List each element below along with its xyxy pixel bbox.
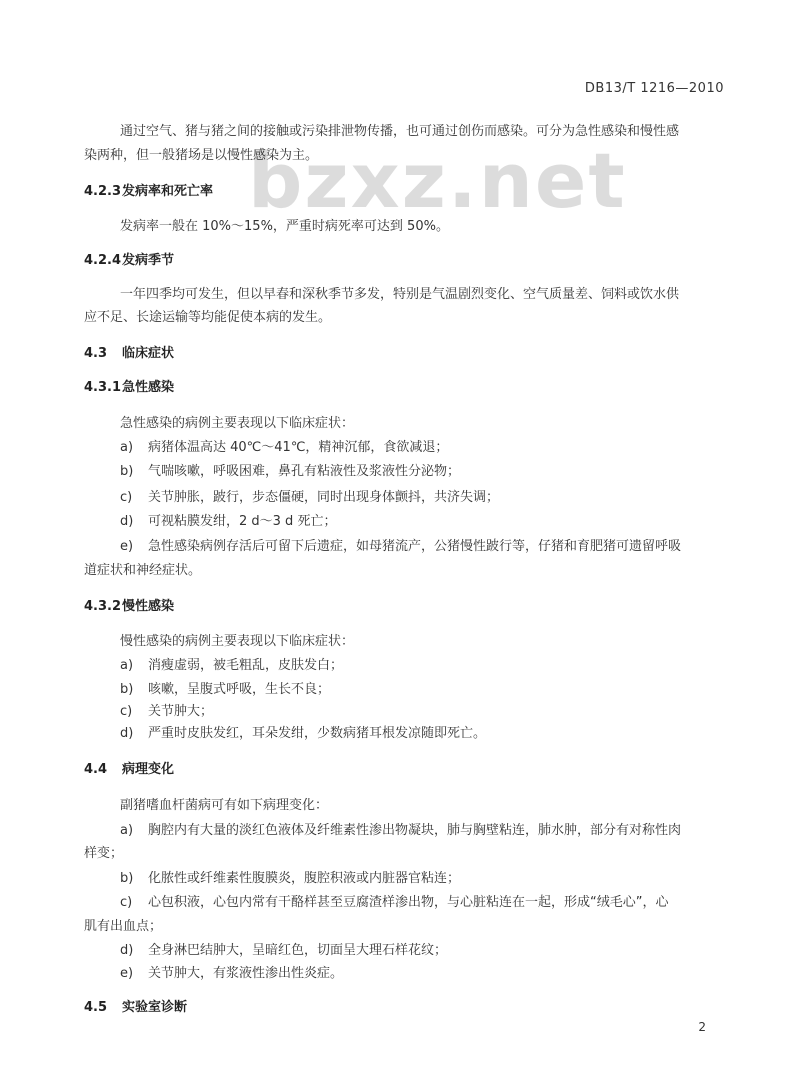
paragraph-line: 应不足、长途运输等均能促使本病的发生。 — [84, 310, 332, 325]
list-item-label: c) — [120, 895, 133, 910]
list-item-text: 胸腔内有大量的淡红色液体及纤维素性渗出物凝块，肺与胸壁粘连，肺水肿，部分有对称性肉 — [148, 823, 682, 838]
list-item-label: d) — [120, 514, 134, 529]
section-title: 病理变化 — [122, 762, 175, 777]
list-item-label: a) — [120, 658, 134, 673]
paragraph-line: 发病率一般在 10%～15%，严重时病死率可达到 50%。 — [120, 219, 449, 234]
section-heading-4-3 — [84, 342, 174, 361]
list-item — [120, 510, 336, 529]
list-item-text: 病猪体温高达 40℃～41℃，精神沉郁，食欲减退； — [148, 440, 449, 455]
paragraph-line: 一年四季均可发生，但以早春和深秋季节多发，特别是气温剧烈变化、空气质量差、饲料或饮水供 — [120, 287, 680, 302]
list-item-text: 咳嗽，呈腹式呼吸，生长不良； — [148, 682, 331, 697]
section-heading-4-3-2 — [84, 595, 174, 614]
section-title: 临床症状 — [122, 346, 175, 361]
list-item-text: 可视粘膜发绀，2 d～3 d 死亡； — [148, 514, 337, 529]
section-number: 4.5 — [84, 1000, 108, 1015]
list-item-label: e) — [120, 966, 134, 981]
list-item — [120, 962, 343, 981]
section-title: 实验室诊断 — [122, 1000, 188, 1015]
paragraph-line: 慢性感染的病例主要表现以下临床症状： — [120, 634, 355, 649]
list-item-text: 全身淋巴结肿大，呈暗红色，切面呈大理石样花纹； — [148, 943, 448, 958]
list-item-label: c) — [120, 704, 133, 719]
paragraph-line: 通过空气、猪与猪之间的接触或污染排泄物传播，也可通过创伤而感染。可分为急性感染和慢性感 — [120, 124, 680, 139]
list-item — [120, 722, 486, 741]
section-number: 4.3.1 — [84, 380, 122, 395]
list-item-text: 急性感染病例存活后可留下后遗症，如母猪流产，公猪慢性跛行等，仔猪和育肥猪可遗留呼吸 — [148, 539, 682, 554]
section-heading-4-5 — [84, 996, 187, 1015]
list-item-label: c) — [120, 490, 133, 505]
paragraph-line: 染两种，但一般猪场是以慢性感染为主。 — [84, 148, 319, 163]
paragraph-line: 副猪嗜血杆菌病可有如下病理变化： — [120, 798, 329, 813]
list-item-text: 化脓性或纤维素性腹膜炎，腹腔积液或内脏器官粘连； — [148, 871, 461, 886]
section-number: 4.2.4 — [84, 253, 122, 268]
section-number: 4.3 — [84, 346, 108, 361]
list-item — [120, 535, 681, 554]
list-item-continuation: 道症状和神经症状。 — [84, 563, 202, 578]
list-item-text: 关节肿胀，跛行，步态僵硬，同时出现身体颤抖，共济失调； — [148, 490, 500, 505]
paragraph-line: 急性感染的病例主要表现以下临床症状： — [120, 416, 355, 431]
page-number: 2 — [698, 1020, 706, 1034]
section-number: 4.2.3 — [84, 184, 122, 199]
list-item-label: b) — [120, 871, 134, 886]
watermark: bzxz.net — [248, 136, 627, 225]
list-item-text: 气喘咳嗽，呼吸困难，鼻孔有粘液性及浆液性分泌物； — [148, 464, 461, 479]
list-item-text: 心包积液，心包内常有干酪样甚至豆腐渣样渗出物，与心脏粘连在一起，形成“绒毛心”，心 — [148, 895, 669, 910]
list-item — [120, 819, 681, 838]
list-item-text: 关节肿大； — [148, 704, 214, 719]
document-code: DB13/T 1216—2010 — [584, 81, 724, 96]
section-heading-4-2-4 — [84, 249, 174, 268]
section-heading-4-3-1 — [84, 376, 174, 395]
list-item-label: b) — [120, 682, 134, 697]
list-item — [120, 700, 213, 719]
section-number: 4.4 — [84, 762, 108, 777]
section-title: 急性感染 — [122, 380, 175, 395]
list-item-label: d) — [120, 943, 134, 958]
list-item — [120, 867, 460, 886]
list-item — [120, 891, 668, 910]
section-heading-4-2-3 — [84, 180, 213, 199]
list-item-label: e) — [120, 539, 134, 554]
list-item — [120, 436, 448, 455]
list-item-continuation: 样变； — [84, 846, 124, 861]
section-number: 4.3.2 — [84, 599, 122, 614]
list-item — [120, 654, 343, 673]
section-title: 慢性感染 — [122, 599, 175, 614]
list-item-text: 严重时皮肤发红，耳朵发绀，少数病猪耳根发凉随即死亡。 — [148, 726, 487, 741]
list-item — [120, 486, 499, 505]
list-item — [120, 939, 447, 958]
list-item — [120, 460, 460, 479]
section-title: 发病季节 — [122, 253, 175, 268]
list-item-label: a) — [120, 440, 134, 455]
list-item — [120, 678, 330, 697]
section-title: 发病率和死亡率 — [122, 184, 214, 199]
list-item-continuation: 肌有出血点； — [84, 919, 163, 934]
section-heading-4-4 — [84, 758, 174, 777]
list-item-text: 消瘦虚弱，被毛粗乱，皮肤发白； — [148, 658, 344, 673]
list-item-label: d) — [120, 726, 134, 741]
list-item-label: a) — [120, 823, 134, 838]
list-item-label: b) — [120, 464, 134, 479]
list-item-text: 关节肿大，有浆液性渗出性炎症。 — [148, 966, 344, 981]
